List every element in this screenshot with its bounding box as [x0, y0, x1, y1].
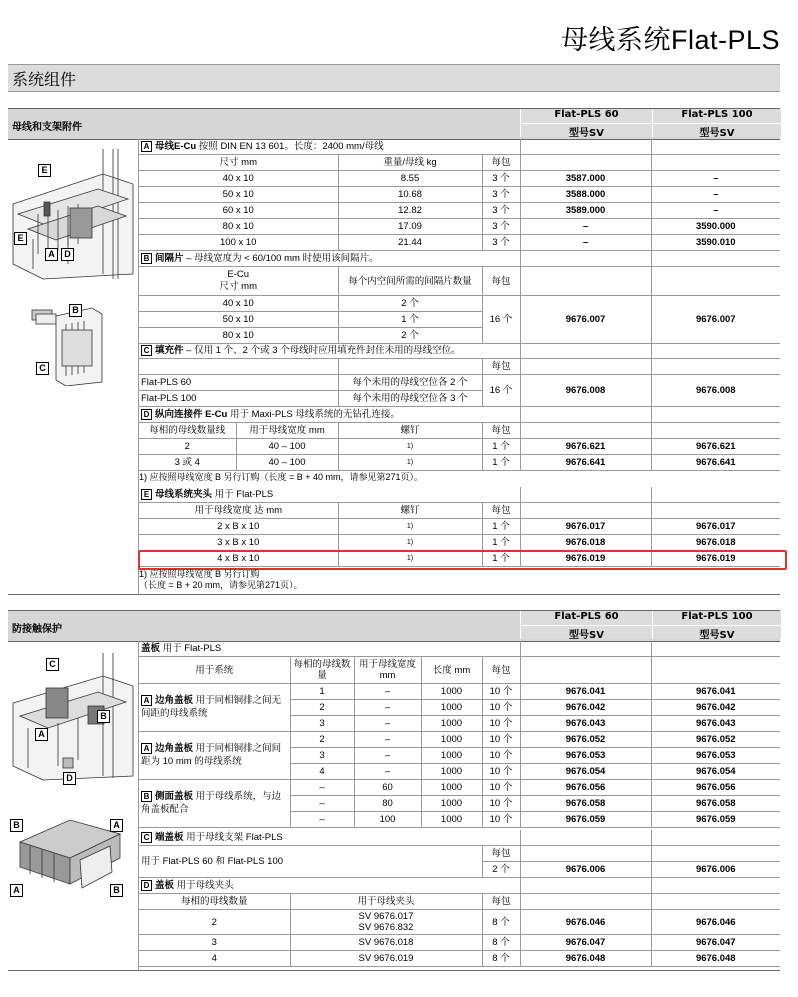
section-title: 系统组件 — [12, 70, 77, 89]
col2-typeno-2: 型号SV — [652, 626, 781, 639]
table-cover — [139, 641, 780, 828]
group-e-title: 母线系统夹头 — [155, 489, 213, 500]
tag-b-2: B — [97, 710, 110, 723]
table-row: 2 40 – 100 1) 1 个 9676.621 9676.621 — [139, 439, 780, 455]
group-a-title: 母线E-Cu — [155, 141, 197, 152]
table-row: 3 x B x 10 1) 1 个 9676.018 9676.018 — [139, 535, 780, 551]
tag-d-1: D — [61, 248, 74, 261]
col-header: 每包 — [482, 846, 520, 862]
table-row: 40 x 10 2 个 16 个 9676.007 9676.007 — [139, 296, 780, 312]
col2-header: Flat-PLS 100 — [652, 109, 781, 124]
col-header: 螺钉 — [338, 503, 482, 519]
table-row: 3 – 1000 10 个 9676.053 9676.053 — [139, 748, 780, 764]
tag-e-2: E — [14, 232, 27, 245]
cover-a2-desc: 用于同相铜排之间间距为 10 mm 的母线系统 — [141, 743, 282, 767]
group-b-desc: – 母线宽度为 < 60/100 mm 时使用该间隔片。 — [183, 253, 379, 264]
cover-a1-desc: 用于同相铜排之间无间距的母线系统 — [141, 695, 282, 719]
cover-assembly-illustration — [8, 648, 136, 783]
cover-a1-title: 边角盖板 — [155, 695, 194, 707]
table-row: 50 x 10 10.68 3 个 3588.000 – — [139, 187, 780, 203]
section-header — [8, 64, 780, 92]
letter-c-box: C — [141, 832, 152, 843]
group-c-desc: – 仅用 1 个、2 个或 3 个母线时应用填充件封住未用的母线空位。 — [183, 345, 461, 356]
end-cover-desc: 用于母线支架 Flat-PLS — [183, 832, 283, 843]
table-row: 100 x 10 21.44 3 个 – 3590.010 — [139, 235, 780, 251]
table-row: A 边角盖板 用于同相铜排之间无间距的母线系统 1 – 1000 10 个 9676.041 9676.041 — [139, 684, 780, 700]
group-b-title: 间隔片 — [155, 253, 184, 264]
table-group-a — [139, 139, 780, 251]
col-header: 每包 — [482, 423, 520, 439]
table-row: – 100 1000 10 个 9676.059 9676.059 — [139, 812, 780, 828]
group-d-desc: 用于 Maxi-PLS 母线系统的无钻孔连接。 — [227, 409, 400, 420]
col-header: 每包 — [482, 267, 520, 296]
col-header: 每包 — [482, 359, 520, 375]
tag-a-3: A — [110, 819, 123, 832]
tag-b-3: B — [10, 819, 23, 832]
letter-a-box: A — [141, 141, 152, 152]
cover-a2-title: 边角盖板 — [155, 743, 194, 755]
tag-b-1: B — [69, 304, 82, 317]
tag-c-2: C — [46, 658, 59, 671]
letter-a-box: A — [141, 695, 152, 706]
table-end-cover — [139, 830, 780, 878]
table-row: Flat-PLS 100 每个未用的母线空位各 3 个 — [139, 391, 780, 407]
group-a-desc: 按照 DIN EN 13 601。长度：2400 mm/母线 — [196, 141, 384, 152]
col-header: 每包 — [482, 503, 520, 519]
table-clamp-cover — [139, 878, 780, 967]
col-header: E-Cu — [227, 269, 250, 280]
col-header: 螺钉 — [338, 423, 482, 439]
table-row: 80 x 10 17.09 3 个 – 3590.000 — [139, 219, 780, 235]
table-row: – 80 1000 10 个 9676.058 9676.058 — [139, 796, 780, 812]
letter-d-box: D — [141, 880, 152, 891]
letter-b-box: B — [141, 253, 152, 264]
cover-b-desc: 用于母线系统，与边角盖板配合 — [141, 791, 282, 815]
col-header: 每包 — [482, 657, 520, 684]
col1-typeno: 型号SV — [520, 124, 652, 137]
group-e-desc: 用于 Flat-PLS — [212, 489, 274, 500]
table-row: A 边角盖板 用于同相铜排之间间距为 10 mm 的母线系统 2 – 1000 10 个 9676.052 9676.052 — [139, 732, 780, 748]
table-row: 4 x B x 10 1) 1 个 9676.019 9676.019 — [139, 551, 780, 567]
col-header: 长度 mm — [421, 657, 482, 684]
block1-label: 母线和支架附件 — [12, 122, 82, 133]
table-row: 2 SV 9676.017 SV 9676.832 8 个 9676.046 9676.046 — [139, 910, 780, 935]
highlighted-row-marker — [138, 550, 787, 570]
letter-c-box: C — [141, 345, 152, 356]
table-row: 2 个 9676.006 9676.006 — [139, 862, 780, 878]
cover-title: 盖板 — [141, 643, 161, 654]
table-row: 2 – 1000 10 个 9676.042 9676.042 — [139, 700, 780, 716]
table-row: 3 – 1000 10 个 9676.043 9676.043 — [139, 716, 780, 732]
busbar-support-illustration — [8, 144, 136, 284]
tag-a-2: A — [35, 728, 48, 741]
col-header: 用于母线宽度 mm — [354, 657, 421, 684]
group-d-title: 纵向连接件 E-Cu — [155, 409, 228, 420]
group-e-note-line2: （长度 = B + 20 mm，请参见第271页）。 — [139, 580, 303, 590]
table-row: 80 x 10 2 个 — [139, 328, 780, 344]
table-row: B 侧面盖板 用于母线系统，与边角盖板配合 – 60 1000 10 个 9676.056 9676.056 — [139, 780, 780, 796]
col-header: 用于母线宽度 mm — [236, 423, 338, 439]
col-header: 尺寸 mm — [219, 281, 257, 292]
block2-label: 防接触保护 — [12, 624, 62, 635]
table-group-b — [139, 251, 780, 344]
end-cover-title: 端盖板 — [155, 832, 184, 843]
col-header: 每包 — [482, 155, 520, 171]
table-row: 50 x 10 1 个 — [139, 312, 780, 328]
letter-e-box: E — [141, 489, 152, 500]
table-group-d — [139, 407, 780, 471]
tag-b-4: B — [110, 884, 123, 897]
col-header: 每相的母线数量 — [290, 657, 354, 684]
group-d-note: 1) 应按照母线宽度 B 另行订购（长度 = B + 40 mm，请参见第271页）。 — [139, 472, 424, 482]
col-header: 每个内空间所需的间隔片数量 — [338, 267, 482, 296]
table-row: 40 x 10 8.55 3 个 3587.000 – — [139, 171, 780, 187]
col1-typeno-2: 型号SV — [520, 626, 652, 639]
col1-header: Flat-PLS 60 — [520, 109, 652, 124]
table-row: 3 或 4 40 – 100 1) 1 个 9676.641 9676.641 — [139, 455, 780, 471]
cover-desc: 用于 Flat-PLS — [160, 643, 222, 654]
col-header: 用于母线宽度 达 mm — [139, 503, 338, 519]
tag-a-4: A — [10, 884, 23, 897]
col2-typeno: 型号SV — [652, 124, 781, 137]
block1-bottom-rule — [8, 594, 780, 595]
table-row: 3 SV 9676.018 8 个 9676.047 9676.047 — [139, 935, 780, 951]
table-row: 60 x 10 12.82 3 个 3589.000 – — [139, 203, 780, 219]
col-header: 用于母线夹头 — [290, 894, 482, 910]
table-row: 用于 Flat-PLS 60 和 Flat-PLS 100 每包 — [139, 846, 780, 862]
group-c-title: 填充件 — [155, 345, 184, 356]
col-header: 每相的母线数量线 — [139, 423, 236, 439]
table-row: 4 – 1000 10 个 9676.054 9676.054 — [139, 764, 780, 780]
col-header: 尺寸 mm — [139, 155, 338, 171]
group-e-note-line1: 1) 应按照母线宽度 B 另行订购 — [139, 569, 260, 579]
table-row: 2 x B x 10 1) 1 个 9676.017 9676.017 — [139, 519, 780, 535]
letter-b-box: B — [141, 791, 152, 802]
block2-bottom-rule — [8, 970, 780, 971]
col-header: 重量/母线 kg — [338, 155, 482, 171]
clamp-cover-desc: 用于母线夹头 — [174, 880, 234, 891]
letter-d-box: D — [141, 409, 152, 420]
page-title: 母线系统Flat-PLS — [560, 25, 780, 55]
clamp-cover-title: 盖板 — [155, 880, 175, 891]
letter-a-box: A — [141, 743, 152, 754]
tag-d-2: D — [63, 772, 76, 785]
tag-e-1: E — [38, 164, 51, 177]
tag-a-1: A — [45, 248, 58, 261]
table-row: 4 SV 9676.019 8 个 9676.048 9676.048 — [139, 951, 780, 967]
col-header: 每相的母线数量 — [139, 894, 290, 910]
cover-b-title: 侧面盖板 — [155, 791, 194, 803]
col2-header-2: Flat-PLS 100 — [652, 611, 781, 626]
col-header: 每包 — [482, 894, 520, 910]
col-header: 用于系统 — [139, 657, 290, 684]
table-row: Flat-PLS 60 每个未用的母线空位各 2 个 16 个 9676.008 9676.008 — [139, 375, 780, 391]
col1-header-2: Flat-PLS 60 — [520, 611, 652, 626]
tag-c-1: C — [36, 362, 49, 375]
table-group-c — [139, 343, 780, 407]
group-e-note — [139, 569, 303, 591]
